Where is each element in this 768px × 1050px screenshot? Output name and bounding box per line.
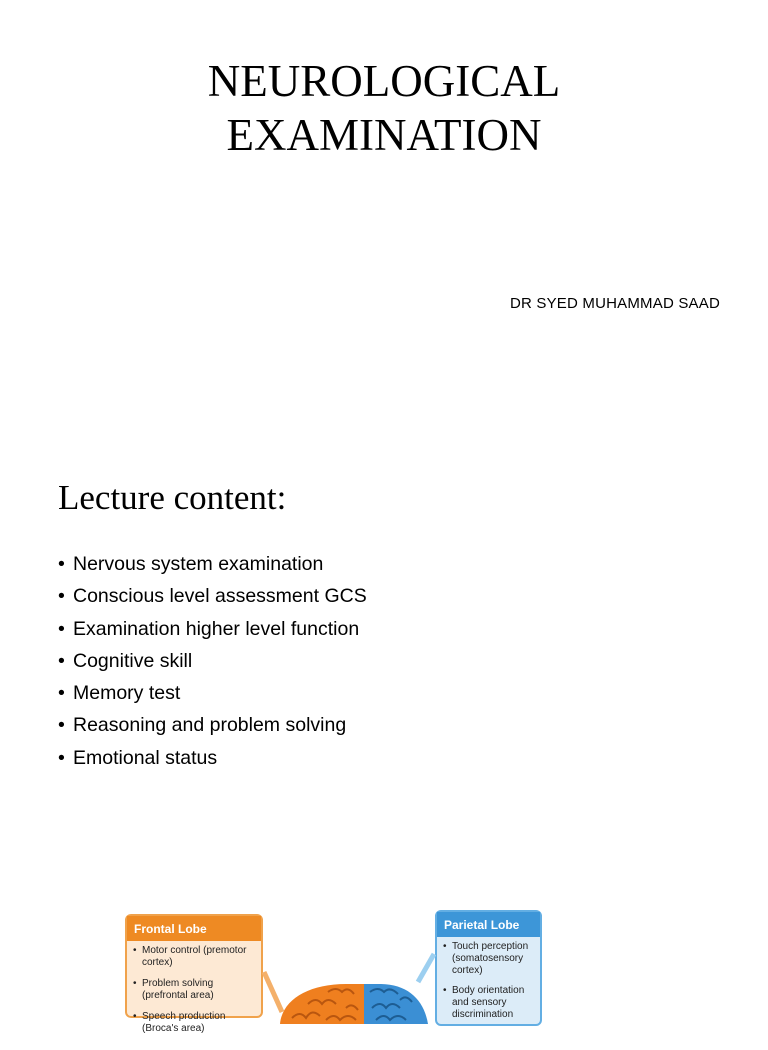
list-item: • Speech production (Broca's area) xyxy=(133,1011,255,1035)
title-line-1: NEUROLOGICAL xyxy=(207,56,561,106)
list-item: • Body orientation and sensory discrimination xyxy=(443,985,534,1021)
bullet-icon: • xyxy=(58,617,65,640)
list-item: • Cognitive skill xyxy=(58,645,367,677)
list-item: • Touch perception (somatosensory cortex) xyxy=(443,941,534,977)
parietal-arrow xyxy=(418,954,434,982)
list-item: • Examination higher level function xyxy=(58,613,367,645)
list-item: • Emotional status xyxy=(58,742,367,774)
brain-illustration xyxy=(268,960,468,1024)
bullet-icon: • xyxy=(58,649,65,672)
list-item: • Conscious level assessment GCS xyxy=(58,580,367,612)
lecture-heading: Lecture content: xyxy=(58,478,287,517)
bullet-icon: • xyxy=(58,682,65,705)
bullet-icon: • xyxy=(58,746,65,769)
list-item: • Nervous system examination xyxy=(58,548,367,580)
bullet-icon: • xyxy=(58,585,65,608)
author-name: DR SYED MUHAMMAD SAAD xyxy=(509,295,720,312)
list-item: • Memory test xyxy=(58,677,367,709)
frontal-lobe-title: Frontal Lobe xyxy=(127,916,261,941)
frontal-arrow xyxy=(264,972,282,1012)
title-line-2: EXAMINATION xyxy=(226,110,542,160)
lecture-bullet-list xyxy=(58,548,367,774)
list-item: • Motor control (premotor cortex) xyxy=(133,945,255,969)
frontal-lobe-box xyxy=(125,914,263,1034)
lecture-content-slide xyxy=(0,420,768,1034)
slide-title xyxy=(0,54,768,162)
frontal-lobe-list xyxy=(127,941,261,1050)
bullet-icon: • xyxy=(58,714,65,737)
bullet-icon: • xyxy=(58,553,65,575)
parietal-lobe-title: Parietal Lobe xyxy=(437,912,540,937)
list-item: • Reasoning and problem solving xyxy=(58,709,367,741)
title-slide xyxy=(0,0,768,420)
list-item: • Problem solving (prefrontal area) xyxy=(133,978,255,1002)
